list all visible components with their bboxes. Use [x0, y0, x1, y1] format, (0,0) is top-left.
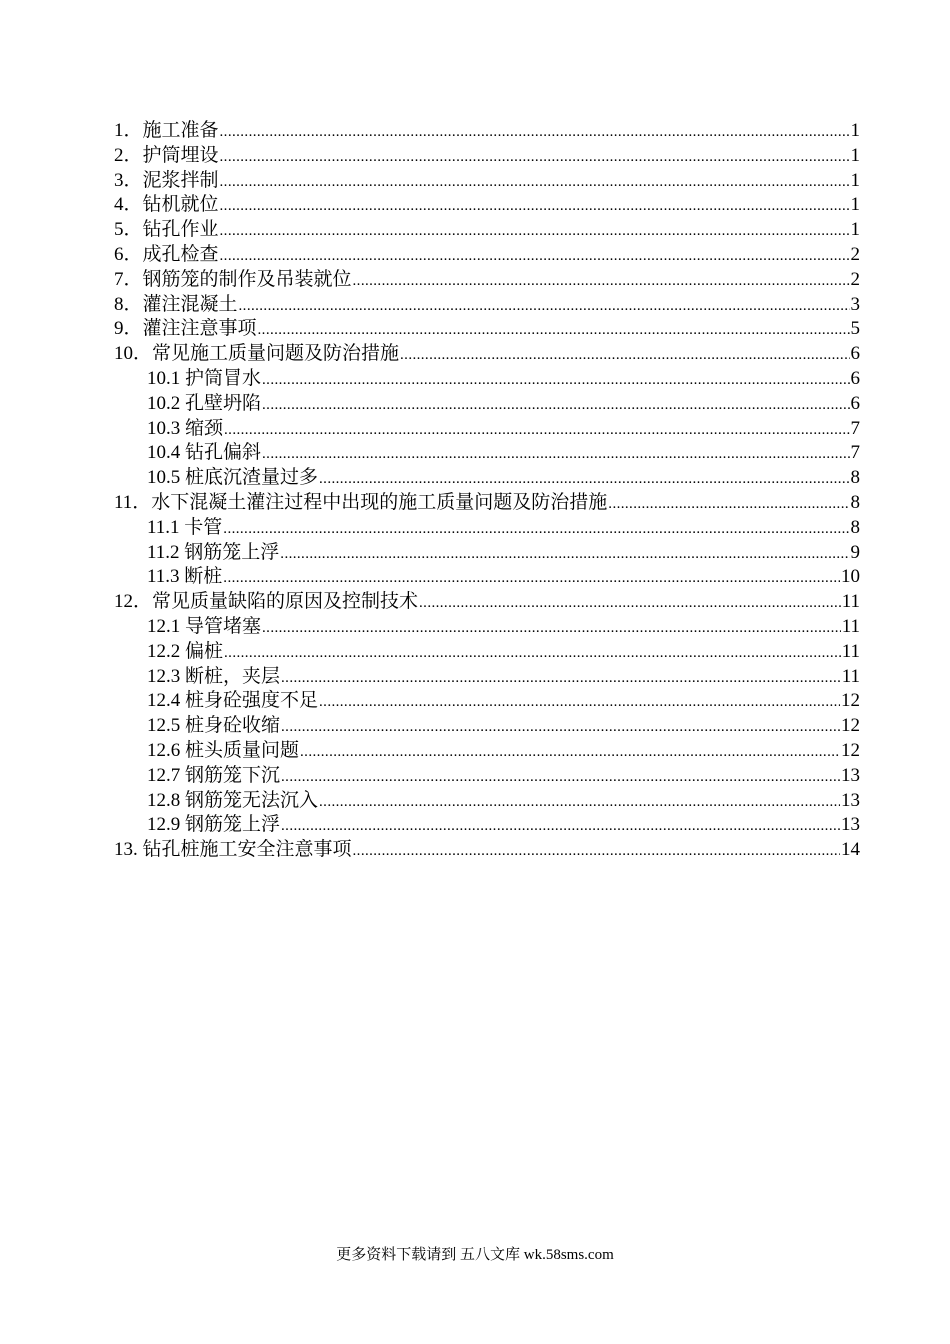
toc-dot-leader [223, 566, 840, 590]
toc-dot-leader [400, 343, 849, 367]
toc-page-number: 8 [850, 491, 860, 513]
toc-page-number: 9 [850, 541, 860, 563]
toc-subentry[interactable] [114, 565, 860, 590]
toc-entry-label: 10.5 桩底沉渣量过多 [147, 467, 319, 489]
toc-subentry[interactable] [114, 367, 860, 392]
toc-entry-label: 10．常见施工质量问题及防治措施 [114, 343, 400, 365]
toc-dot-leader [223, 517, 849, 541]
toc-subentry[interactable] [114, 739, 860, 764]
toc-subentry[interactable] [114, 541, 860, 566]
toc-dot-leader [220, 145, 850, 169]
toc-dot-leader [319, 690, 840, 714]
toc-subentry[interactable] [114, 764, 860, 789]
toc-entry-label: 12.2 偏桩 [147, 640, 224, 662]
page-footer: 更多资料下载请到 五八文库 wk.58sms.com [336, 1247, 614, 1263]
toc-subentry[interactable] [114, 615, 860, 640]
toc-page-number: 7 [850, 442, 860, 464]
toc-entry-label: 10.3 缩颈 [147, 417, 224, 439]
toc-dot-leader [280, 542, 849, 566]
toc-dot-leader [608, 492, 849, 516]
toc-dot-leader [239, 294, 850, 318]
toc-page-number: 6 [850, 343, 860, 365]
toc-dot-leader [281, 814, 840, 838]
toc-page-number: 13 [841, 814, 860, 836]
toc-subentry[interactable] [114, 640, 860, 665]
toc-page-number: 11 [841, 615, 860, 637]
toc-entry-label: 12.3 断桩，夹层 [147, 665, 281, 687]
toc-page-number: 6 [850, 367, 860, 389]
toc-entry-label: 10.1 护筒冒水 [147, 367, 262, 389]
toc-dot-leader [224, 641, 841, 665]
toc-dot-leader [353, 839, 840, 863]
toc-entry[interactable] [114, 342, 860, 367]
toc-page-number: 8 [850, 516, 860, 538]
toc-page-number: 12 [841, 690, 860, 712]
toc-dot-leader [262, 442, 849, 466]
toc-entry-label: 3．泥浆拌制 [114, 169, 219, 191]
toc-page-number: 2 [850, 243, 860, 265]
toc-page-number: 12 [841, 739, 860, 761]
toc-dot-leader [300, 740, 840, 764]
toc-entry[interactable] [114, 119, 860, 144]
toc-dot-leader [319, 790, 840, 814]
toc-entry[interactable] [114, 838, 860, 863]
toc-dot-leader [281, 715, 840, 739]
toc-dot-leader [353, 269, 850, 293]
toc-entry-label: 6．成孔检查 [114, 243, 219, 265]
toc-subentry[interactable] [114, 441, 860, 466]
table-of-contents [114, 119, 860, 863]
toc-entry-label: 7．钢筋笼的制作及吊装就位 [114, 268, 352, 290]
toc-entry-label: 12.8 钢筋笼无法沉入 [147, 789, 319, 811]
toc-entry[interactable] [114, 293, 860, 318]
toc-entry-label: 12．常见质量缺陷的原因及控制技术 [114, 591, 419, 613]
toc-page-number: 1 [850, 194, 860, 216]
toc-page-number: 11 [841, 640, 860, 662]
toc-subentry[interactable] [114, 516, 860, 541]
toc-dot-leader [281, 666, 841, 690]
toc-page-number: 11 [841, 665, 860, 687]
toc-page-number: 2 [850, 268, 860, 290]
toc-dot-leader [258, 318, 850, 342]
toc-entry-label: 9．灌注注意事项 [114, 318, 257, 340]
toc-page-number: 6 [850, 392, 860, 414]
toc-entry-label: 12.9 钢筋笼上浮 [147, 814, 281, 836]
toc-page-number: 7 [850, 417, 860, 439]
toc-page-number: 1 [850, 144, 860, 166]
toc-page-number: 13 [841, 789, 860, 811]
toc-subentry[interactable] [114, 789, 860, 814]
toc-entry-label: 1．施工准备 [114, 120, 219, 141]
toc-dot-leader [319, 467, 849, 491]
toc-entry-label: 2．护筒埋设 [114, 144, 219, 166]
toc-dot-leader [419, 591, 841, 615]
toc-dot-leader [220, 170, 850, 194]
toc-subentry[interactable] [114, 417, 860, 442]
toc-entry[interactable] [114, 144, 860, 169]
toc-dot-leader [220, 120, 850, 144]
toc-subentry[interactable] [114, 665, 860, 690]
toc-entry-label: 8．灌注混凝土 [114, 293, 238, 315]
toc-entry[interactable] [114, 268, 860, 293]
toc-entry-label: 4．钻机就位 [114, 194, 219, 216]
toc-page-number: 5 [850, 318, 860, 340]
toc-entry-label: 10.4 钻孔偏斜 [147, 442, 262, 464]
toc-dot-leader [262, 393, 849, 417]
toc-page-number: 1 [850, 219, 860, 241]
toc-entry-label: 12.4 桩身砼强度不足 [147, 690, 319, 712]
toc-dot-leader [220, 244, 850, 268]
toc-page-number: 1 [850, 120, 860, 141]
toc-entry-label: 11.1 卡管 [147, 516, 223, 538]
toc-entry-label: 12.1 导管堵塞 [147, 615, 262, 637]
toc-page-number: 13 [841, 764, 860, 786]
toc-page-number: 11 [841, 591, 860, 613]
toc-entry-label: 11.3 断桩 [147, 566, 223, 588]
toc-entry-label: 12.6 桩头质量问题 [147, 739, 300, 761]
toc-subentry[interactable] [114, 689, 860, 714]
toc-entry-label: 11．水下混凝土灌注过程中出现的施工质量问题及防治措施 [114, 491, 608, 513]
toc-dot-leader [262, 616, 841, 640]
toc-page-number: 12 [841, 715, 860, 737]
toc-entry-label: 12.5 桩身砼收缩 [147, 715, 281, 737]
toc-entry-label: 12.7 钢筋笼下沉 [147, 764, 281, 786]
toc-entry[interactable] [114, 590, 860, 615]
toc-page-number: 3 [850, 293, 860, 315]
toc-dot-leader [281, 765, 840, 789]
toc-subentry[interactable] [114, 392, 860, 417]
toc-entry[interactable] [114, 169, 860, 194]
toc-entry-label: 10.2 孔壁坍陷 [147, 392, 262, 414]
toc-entry-label: 5．钻孔作业 [114, 219, 219, 241]
toc-dot-leader [262, 368, 849, 392]
toc-subentry[interactable] [114, 813, 860, 838]
toc-page-number: 8 [850, 467, 860, 489]
toc-dot-leader [224, 418, 849, 442]
toc-entry[interactable] [114, 218, 860, 243]
toc-entry-label: 13. 钻孔桩施工安全注意事项 [114, 839, 352, 861]
toc-subentry[interactable] [114, 466, 860, 491]
toc-page-number: 14 [841, 839, 860, 861]
toc-entry[interactable] [114, 491, 860, 516]
toc-dot-leader [220, 194, 850, 218]
toc-page-number: 1 [850, 169, 860, 191]
toc-entry[interactable] [114, 193, 860, 218]
toc-dot-leader [220, 219, 850, 243]
toc-entry[interactable] [114, 243, 860, 268]
toc-subentry[interactable] [114, 714, 860, 739]
toc-page-number: 10 [841, 566, 860, 588]
toc-entry[interactable] [114, 317, 860, 342]
toc-entry-label: 11.2 钢筋笼上浮 [147, 541, 280, 563]
